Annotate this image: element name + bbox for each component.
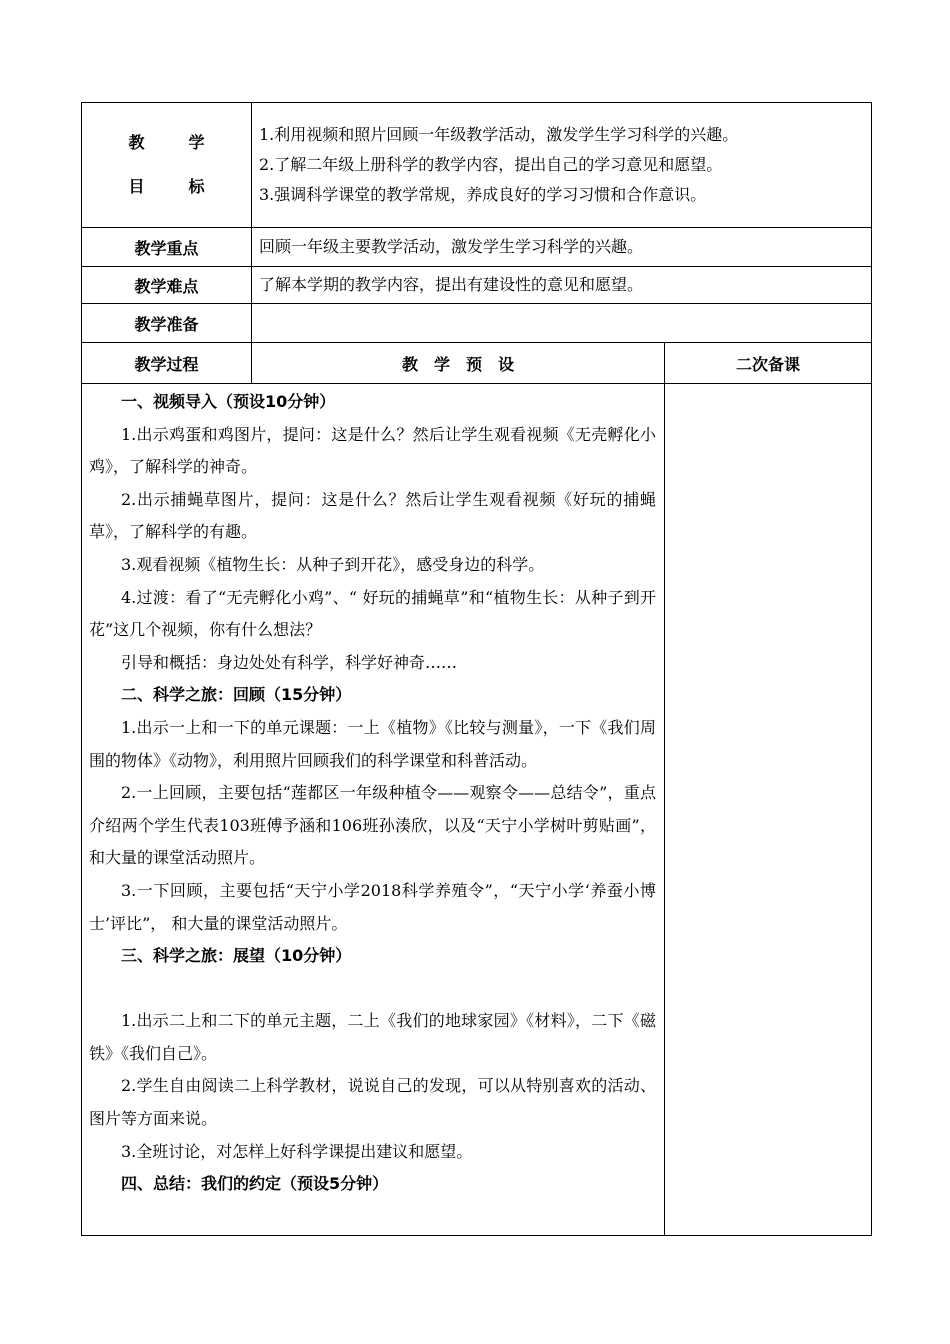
- lesson-plan-table: [81, 102, 872, 1236]
- process-header-row: [82, 343, 872, 384]
- process-paragraph: 3.观看视频《植物生长：从种子到开花》，感受身边的科学。: [121, 554, 545, 574]
- section-heading: 三、科学之旅：展望（10分钟）: [121, 946, 352, 966]
- preparation-label: 教学准备: [82, 304, 252, 343]
- preparation-row: [82, 304, 872, 343]
- second-prep-content: [665, 384, 872, 1236]
- objectives-label-char: 学: [188, 133, 205, 152]
- process-paragraph: 1.出示一上和一下的单元课题：一上《植物》《比较与测量》，一下《我们周围的物体》《动物》，利用照片回顾我们的科学课堂和科普活动。: [89, 717, 656, 770]
- objectives-row: [82, 103, 872, 228]
- objectives-label-char: 目: [128, 177, 145, 196]
- preset-header: 教 学 预 设: [252, 343, 665, 384]
- process-content: [82, 384, 665, 1236]
- second-prep-header: 二次备课: [665, 343, 872, 384]
- key-point-label: 教学重点: [82, 228, 252, 267]
- objective-item: 1.利用视频和照片回顾一年级教学活动，激发学生学习科学的兴趣。: [259, 125, 739, 144]
- key-point-row: [82, 228, 872, 267]
- objectives-label-char: 标: [188, 177, 205, 196]
- blank-line: [89, 973, 656, 1006]
- process-paragraph: 2.学生自由阅读二上科学教材，说说自己的发现，可以从特别喜欢的活动、图片等方面来说。: [89, 1076, 656, 1129]
- process-paragraph: 4.过渡：看了“无壳孵化小鸡”、“ 好玩的捕蝇草”和“植物生长：从种子到开花”这几个视频，你有什么想法？: [89, 587, 656, 640]
- objectives-content: [252, 103, 872, 228]
- objectives-label: [82, 103, 252, 228]
- process-paragraph: 1.出示二上和二下的单元主题，二上《我们的地球家园》《材料》，二下《磁铁》《我们自己》。: [89, 1011, 656, 1063]
- objectives-label-char: 教: [128, 133, 145, 152]
- process-body-row: [82, 384, 872, 1236]
- objective-item: 2.了解二年级上册科学的教学内容，提出自己的学习意见和愿望。: [259, 155, 723, 174]
- objective-item: 3.强调科学课堂的教学常规，养成良好的学习习惯和合作意识。: [259, 185, 707, 204]
- difficulty-value: 了解本学期的教学内容，提出有建设性的意见和愿望。: [252, 267, 872, 304]
- process-paragraph: 2.出示捕蝇草图片，提问：这是什么？然后让学生观看视频《好玩的捕蝇草》，了解科学的有趣。: [89, 489, 656, 542]
- process-paragraph: 2.一上回顾，主要包括“莲都区一年级种植令——观察令——总结令”，重点介绍两个学生代表103班傅予涵和106班孙湊欣，以及“天宁小学树叶剪贴画”，和大量的课堂活动照片。: [89, 783, 656, 868]
- process-label: 教学过程: [82, 343, 252, 384]
- difficulty-label: 教学难点: [82, 267, 252, 304]
- section-heading: 一、视频导入（预设10分钟）: [121, 392, 336, 411]
- process-paragraph: 3.全班讨论，对怎样上好科学课提出建议和愿望。: [121, 1141, 473, 1161]
- process-paragraph: 3.一下回顾，主要包括“天宁小学2018科学养殖令”，“天宁小学‘养蚕小博士’评比”， 和大量的课堂活动照片。: [89, 880, 656, 933]
- section-heading: 二、科学之旅：回顾（15分钟）: [121, 685, 352, 705]
- section-heading: 四、总结：我们的约定（预设5分钟）: [121, 1174, 389, 1194]
- process-paragraph: 1.出示鸡蛋和鸡图片，提问：这是什么？然后让学生观看视频《无壳孵化小鸡》，了解科学的神奇。: [89, 424, 656, 477]
- process-paragraph: 引导和概括：身边处处有科学，科学好神奇……: [121, 652, 458, 672]
- preparation-value: [252, 304, 872, 343]
- difficulty-row: [82, 267, 872, 304]
- key-point-value: 回顾一年级主要教学活动，激发学生学习科学的兴趣。: [252, 228, 872, 267]
